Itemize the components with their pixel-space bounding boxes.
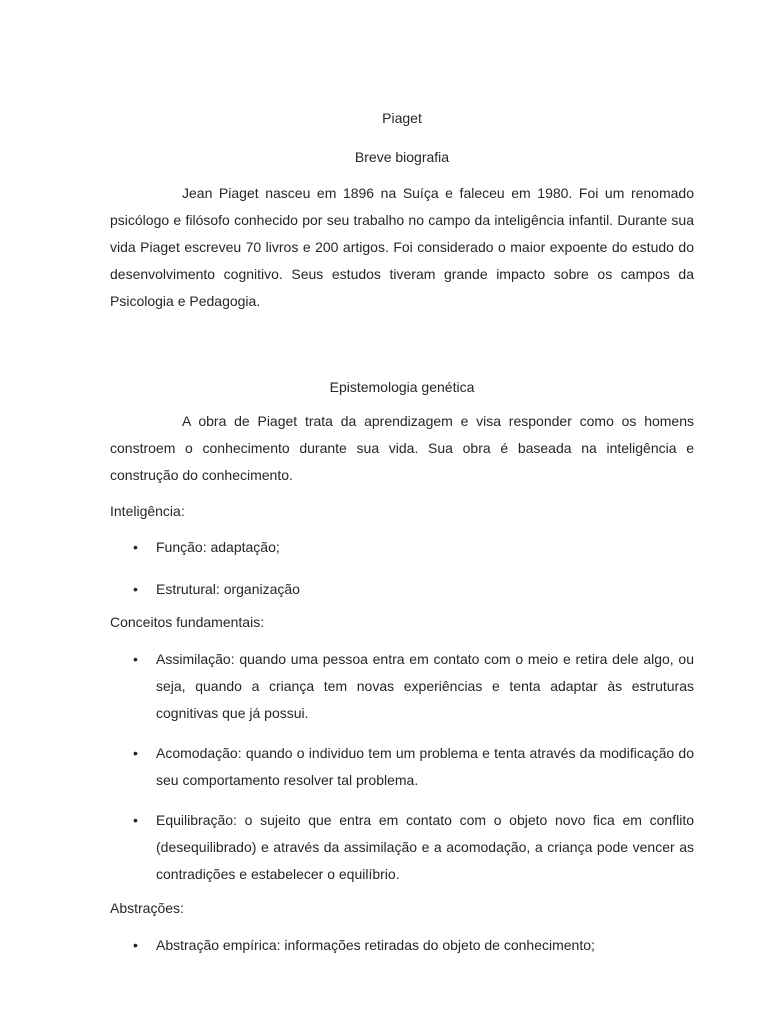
list-item xyxy=(110,576,694,603)
document-title: Piaget xyxy=(382,110,422,126)
list-item xyxy=(110,534,694,561)
list-item xyxy=(110,740,694,794)
list-item xyxy=(110,646,694,727)
conceitos-label: Conceitos fundamentais: xyxy=(110,614,265,630)
bullet-icon: • xyxy=(133,651,138,667)
biography-paragraph: Jean Piaget nasceu em 1896 na Suíça e faleceu em 1980. Foi um renomado psicólogo e filósofo conhecido por seu trabalho no campo da inteligência infantil. Durante sua vida Piaget escreveu 70 livros e 200 artigos. Foi considerado o maior expoente do estudo do desenvolvimento cognitivo. Seus estudos tiveram grande impacto sobre os campos da Psicologia e Pedagogia. xyxy=(110,185,694,309)
document-page xyxy=(110,108,694,959)
section-title: Epistemologia genética xyxy=(329,379,475,395)
list-item-text: Equilibração: o sujeito que entra em contato com o objeto novo fica em conflito (desequilibrado) e através da assimilação e a acomodação, a criança pode vencer as contradições e estabelecer o equilíbrio. xyxy=(156,812,694,882)
list-item-text: Assimilação: quando uma pessoa entra em contato com o meio e retira dele algo, ou seja, quando a criança tem novas experiências e tenta adaptar às estruturas cognitivas que já possui. xyxy=(156,651,694,721)
bullet-icon: • xyxy=(133,745,138,761)
bullet-icon: • xyxy=(133,581,138,597)
abstracoes-list xyxy=(110,932,694,959)
section-paragraph: A obra de Piaget trata da aprendizagem e visa responder como os homens constroem o conhecimento durante sua vida. Sua obra é baseada na inteligência e construção do conhecimento. xyxy=(110,413,694,483)
list-item-text: Estrutural: organização xyxy=(156,581,300,597)
document-subtitle: Breve biografia xyxy=(354,149,450,165)
conceitos-list xyxy=(110,646,694,888)
inteligencia-label: Inteligência: xyxy=(110,503,185,519)
list-item xyxy=(110,807,694,888)
list-item-text: Acomodação: quando o individuo tem um problema e tenta através da modificação do seu comportamento resolver tal problema. xyxy=(156,745,694,788)
inteligencia-list xyxy=(110,534,694,603)
abstracoes-label: Abstrações: xyxy=(110,900,184,916)
list-item xyxy=(110,932,694,959)
list-item-text: Função: adaptação; xyxy=(156,539,280,555)
bullet-icon: • xyxy=(133,812,138,828)
bullet-icon: • xyxy=(133,539,138,555)
list-item-text: Abstração empírica: informações retiradas do objeto de conhecimento; xyxy=(156,937,595,953)
bullet-icon: • xyxy=(133,937,138,953)
